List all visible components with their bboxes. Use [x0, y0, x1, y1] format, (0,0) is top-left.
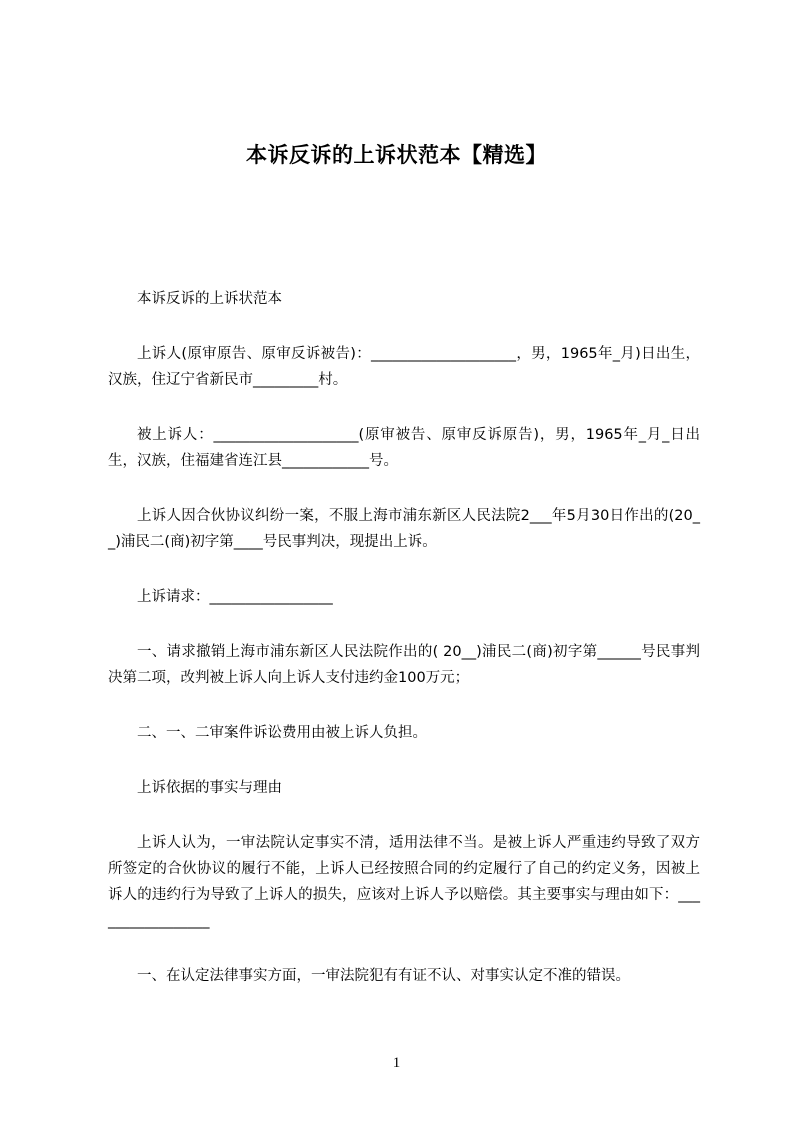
- paragraph-request-one: 一、请求撤销上海市浦东新区人民法院作出的( 20__)浦民二(商)初字第______号民事判决第二项，改判被上诉人向上诉人支付违约金100万元；: [108, 644, 700, 686]
- paragraph-facts-body: 上诉人认为，一审法院认定事实不清，适用法律不当。是被上诉人严重违约导致了双方所签定的合伙协议的履行不能，上诉人已经按照合同的约定履行了自己的约定义务，因被上诉人的违约行为导致了上诉人的损失，应该对上诉人予以赔偿。其主要事实与理由如下：_________________: [108, 835, 700, 929]
- document-body: [108, 286, 700, 1018]
- document-title: 本诉反诉的上诉状范本【精选】: [246, 143, 547, 167]
- paragraph-facts-heading: 上诉依据的事实与理由: [137, 780, 282, 796]
- paragraph-appellant: 上诉人(原审原告、原审反诉被告)：____________________，男，1965年_月)日出生，汉族，住辽宁省新民市_________村。: [108, 346, 700, 388]
- paragraph-heading: 本诉反诉的上诉状范本: [137, 291, 282, 307]
- paragraph-case-intro: 上诉人因合伙协议纠纷一案，不服上海市浦东新区人民法院2___年5月30日作出的(20__)浦民二(商)初字第____号民事判决，现提出上诉。: [108, 508, 700, 550]
- paragraph-appellee: 被上诉人：____________________(原审被告、原审反诉原告)，男，1965年_月_日出生，汉族，住福建省连江县____________号。: [108, 427, 700, 469]
- paragraph-point-one: 一、在认定法律事实方面，一审法院犯有有证不认、对事实认定不准的错误。: [137, 968, 630, 984]
- paragraph-request-two: 二、一、二审案件诉讼费用由被上诉人负担。: [137, 725, 427, 741]
- paragraph-appeal-request-label: 上诉请求：_________________: [137, 589, 333, 605]
- page-number: 1: [392, 1055, 401, 1071]
